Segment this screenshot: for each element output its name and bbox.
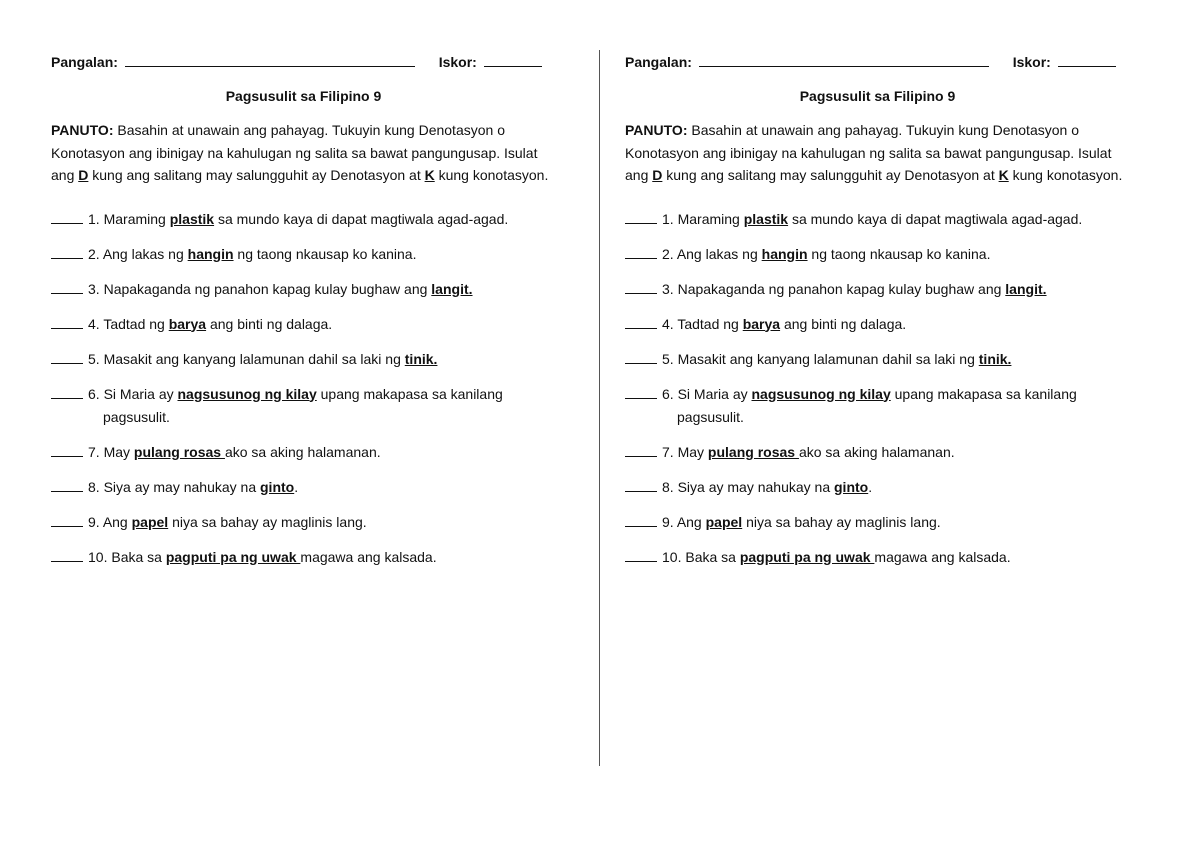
question-item: [625, 208, 1130, 231]
answer-blank[interactable]: [625, 350, 657, 364]
underlined-term: pulang rosas: [707, 443, 799, 460]
question-text-before: Si Maria ay: [103, 385, 178, 402]
question-item: [51, 511, 556, 534]
question-item: [625, 313, 1130, 336]
underlined-term: hangin: [761, 245, 808, 262]
answer-blank[interactable]: [51, 210, 83, 224]
answer-blank[interactable]: [51, 513, 83, 527]
question-text-after: upang makapasa sa kanilang pagsusulit.: [677, 385, 1077, 425]
question-number: 6.: [662, 385, 674, 402]
question-list: [625, 208, 1130, 569]
name-blank[interactable]: [125, 52, 415, 67]
code-k: K: [424, 167, 435, 183]
question-number: 5.: [88, 350, 100, 367]
underlined-term: plastik: [743, 210, 789, 227]
answer-blank[interactable]: [625, 315, 657, 329]
underlined-term: ginto: [834, 478, 869, 495]
directions-text-3: kung konotasyon.: [434, 167, 549, 183]
question-item: [51, 208, 556, 231]
code-k: K: [998, 167, 1009, 183]
question-text-after: ang binti ng dalaga.: [206, 315, 333, 332]
question-text-after: .: [868, 478, 873, 495]
question-item: [625, 511, 1130, 534]
page-divider: [599, 50, 600, 766]
quiz-sheet-right: [625, 52, 1130, 581]
question-number: 4.: [88, 315, 100, 332]
name-blank[interactable]: [699, 52, 989, 67]
question-number: 10.: [88, 548, 108, 565]
question-text-after: ako sa aking halamanan.: [224, 443, 381, 460]
code-d: D: [78, 167, 89, 183]
question-text-before: Ang: [676, 513, 706, 530]
question-number: 2.: [88, 245, 100, 262]
question-text-before: Tadtad ng: [103, 315, 169, 332]
underlined-term: papel: [131, 513, 169, 530]
underlined-term: langit.: [1005, 280, 1047, 297]
question-text-before: Tadtad ng: [677, 315, 743, 332]
question-number: 3.: [88, 280, 100, 297]
directions-text-1: Basahin at unawain ang pahayag. Tukuyin kung Denotasyon o Konotasyon ang ibinigay na kahulugan ng salita sa bawat pangungusap. Isulat ang: [51, 122, 538, 183]
name-label: Pangalan:: [51, 54, 118, 70]
code-d: D: [652, 167, 663, 183]
quiz-title: Pagsusulit sa Filipino 9: [799, 88, 956, 104]
question-number: 7.: [662, 443, 674, 460]
question-item: [625, 278, 1130, 301]
question-text-after: .: [294, 478, 299, 495]
question-number: 8.: [662, 478, 674, 495]
question-number: 1.: [662, 210, 674, 227]
question-text-after: ako sa aking halamanan.: [798, 443, 955, 460]
answer-blank[interactable]: [51, 315, 83, 329]
question-text-before: Ang lakas ng: [676, 245, 762, 262]
question-number: 5.: [662, 350, 674, 367]
answer-blank[interactable]: [625, 548, 657, 562]
question-number: 9.: [662, 513, 674, 530]
underlined-term: nagsusunog ng kilay: [177, 385, 317, 402]
question-text-before: Si Maria ay: [677, 385, 752, 402]
question-text-before: Maraming: [677, 210, 744, 227]
question-text-before: Siya ay may nahukay na: [677, 478, 834, 495]
directions: [51, 119, 556, 187]
answer-blank[interactable]: [51, 245, 83, 259]
score-blank[interactable]: [484, 52, 542, 67]
underlined-term: tinik.: [978, 350, 1012, 367]
header-row: [51, 52, 556, 72]
question-item: [625, 546, 1130, 569]
quiz-title: Pagsusulit sa Filipino 9: [225, 88, 382, 104]
question-number: 4.: [662, 315, 674, 332]
question-text-before: Baka sa: [111, 548, 166, 565]
question-text-before: Napakaganda ng panahon kapag kulay bughaw ang: [677, 280, 1006, 297]
answer-blank[interactable]: [625, 443, 657, 457]
underlined-term: pulang rosas: [133, 443, 225, 460]
question-text-before: May: [677, 443, 708, 460]
answer-blank[interactable]: [625, 245, 657, 259]
answer-blank[interactable]: [51, 548, 83, 562]
question-item: [51, 348, 556, 371]
question-number: 10.: [662, 548, 682, 565]
question-text-before: May: [103, 443, 134, 460]
directions: [625, 119, 1130, 187]
underlined-term: pagputi pa ng uwak: [739, 548, 875, 565]
question-text-before: Baka sa: [685, 548, 740, 565]
question-number: 8.: [88, 478, 100, 495]
question-text-before: Siya ay may nahukay na: [103, 478, 260, 495]
question-item: [625, 476, 1130, 499]
question-text-after: ang binti ng dalaga.: [780, 315, 907, 332]
question-item: [625, 383, 1130, 429]
underlined-term: pagputi pa ng uwak: [165, 548, 301, 565]
underlined-term: hangin: [187, 245, 234, 262]
question-text-before: Masakit ang kanyang lalamunan dahil sa laki ng: [677, 350, 979, 367]
question-number: 6.: [88, 385, 100, 402]
directions-label: PANUTO:: [51, 122, 114, 138]
question-number: 1.: [88, 210, 100, 227]
answer-blank[interactable]: [625, 385, 657, 399]
question-text-after: niya sa bahay ay maglinis lang.: [742, 513, 941, 530]
answer-blank[interactable]: [625, 478, 657, 492]
question-number: 2.: [662, 245, 674, 262]
score-label: Iskor:: [1012, 54, 1051, 70]
question-text-after: magawa ang kalsada.: [874, 548, 1011, 565]
directions-text-2: kung ang salitang may salungguhit ay Denotasyon at: [662, 167, 999, 183]
underlined-term: langit.: [431, 280, 473, 297]
directions-text-1: Basahin at unawain ang pahayag. Tukuyin kung Denotasyon o Konotasyon ang ibinigay na kahulugan ng salita sa bawat pangungusap. Isulat ang: [625, 122, 1112, 183]
underlined-term: tinik.: [404, 350, 438, 367]
answer-blank[interactable]: [625, 210, 657, 224]
question-item: [51, 441, 556, 464]
question-text-after: sa mundo kaya di dapat magtiwala agad-agad.: [788, 210, 1083, 227]
question-text-after: niya sa bahay ay maglinis lang.: [168, 513, 367, 530]
quiz-sheet-left: [51, 52, 556, 581]
question-number: 9.: [88, 513, 100, 530]
answer-blank[interactable]: [51, 443, 83, 457]
question-text-before: Masakit ang kanyang lalamunan dahil sa laki ng: [103, 350, 405, 367]
question-list: [51, 208, 556, 569]
question-text-before: Ang lakas ng: [102, 245, 188, 262]
question-text-after: ng taong nkausap ko kanina.: [807, 245, 991, 262]
underlined-term: ginto: [260, 478, 295, 495]
question-item: [51, 278, 556, 301]
score-label: Iskor:: [438, 54, 477, 70]
name-label: Pangalan:: [625, 54, 692, 70]
question-text-after: ng taong nkausap ko kanina.: [233, 245, 417, 262]
answer-blank[interactable]: [625, 513, 657, 527]
question-number: 7.: [88, 443, 100, 460]
question-item: [51, 546, 556, 569]
underlined-term: barya: [742, 315, 781, 332]
underlined-term: papel: [705, 513, 743, 530]
question-item: [51, 476, 556, 499]
question-text-after: upang makapasa sa kanilang pagsusulit.: [103, 385, 503, 425]
question-text-before: Napakaganda ng panahon kapag kulay bughaw ang: [103, 280, 432, 297]
answer-blank[interactable]: [51, 385, 83, 399]
answer-blank[interactable]: [625, 280, 657, 294]
underlined-term: barya: [168, 315, 207, 332]
question-item: [51, 313, 556, 336]
question-text-after: magawa ang kalsada.: [300, 548, 437, 565]
directions-text-2: kung ang salitang may salungguhit ay Denotasyon at: [88, 167, 425, 183]
question-item: [51, 383, 556, 429]
underlined-term: nagsusunog ng kilay: [751, 385, 891, 402]
answer-blank[interactable]: [51, 350, 83, 364]
question-text-before: Maraming: [103, 210, 170, 227]
header-row: [625, 52, 1130, 72]
question-item: [625, 348, 1130, 371]
question-text-after: sa mundo kaya di dapat magtiwala agad-agad.: [214, 210, 509, 227]
directions-text-3: kung konotasyon.: [1008, 167, 1123, 183]
question-number: 3.: [662, 280, 674, 297]
question-item: [625, 243, 1130, 266]
answer-blank[interactable]: [51, 478, 83, 492]
question-text-before: Ang: [102, 513, 132, 530]
underlined-term: plastik: [169, 210, 215, 227]
score-blank[interactable]: [1058, 52, 1116, 67]
question-item: [51, 243, 556, 266]
directions-label: PANUTO:: [625, 122, 688, 138]
question-item: [625, 441, 1130, 464]
answer-blank[interactable]: [51, 280, 83, 294]
